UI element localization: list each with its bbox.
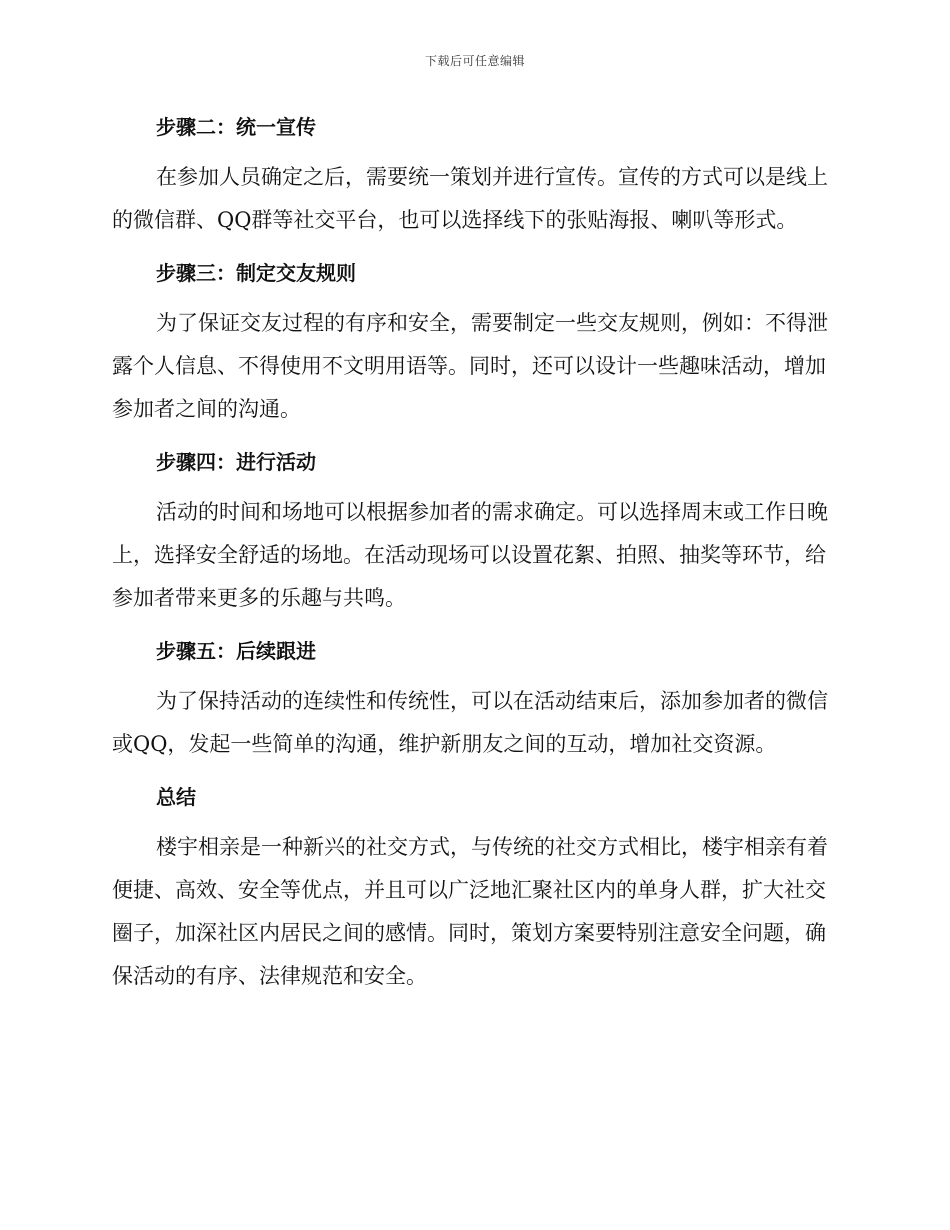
section-heading: 步骤三：制定交友规则	[156, 261, 356, 285]
section-heading: 总结	[156, 785, 196, 809]
section-paragraph: 为了保证交友过程的有序和安全，需要制定一些交友规则，例如：不得泄露个人信息、不得使用不文明用语等。同时，还可以设计一些趣味活动，增加参加者之间的沟通。	[112, 311, 828, 421]
section-step-two	[112, 112, 832, 242]
section-heading: 步骤五：后续跟进	[156, 639, 316, 663]
section-heading: 步骤四：进行活动	[156, 450, 316, 474]
section-paragraph: 楼宇相亲是一种新兴的社交方式，与传统的社交方式相比，楼宇相亲有着便捷、高效、安全等优点，并且可以广泛地汇聚社区内的单身人群，扩大社交圈子，加深社区内居民之间的感情。同时，策划方案要特别注意安全问题，确保活动的有序、法律规范和安全。	[112, 835, 828, 988]
section-heading: 步骤二：统一宣传	[156, 115, 316, 139]
section-paragraph: 为了保持活动的连续性和传统性，可以在活动结束后，添加参加者的微信或QQ，发起一些简单的沟通，维护新朋友之间的互动，增加社交资源。	[112, 689, 828, 756]
header-note: 下载后可任意编辑	[424, 54, 525, 68]
section-summary	[112, 782, 832, 998]
document-body	[112, 112, 832, 1014]
section-step-three	[112, 258, 832, 431]
section-paragraph: 活动的时间和场地可以根据参加者的需求确定。可以选择周末或工作日晚上，选择安全舒适的场地。在活动现场可以设置花絮、拍照、抽奖等环节，给参加者带来更多的乐趣与共鸣。	[112, 500, 828, 610]
section-step-four	[112, 447, 832, 620]
section-paragraph: 在参加人员确定之后，需要统一策划并进行宣传。宣传的方式可以是线上的微信群、QQ群等社交平台，也可以选择线下的张贴海报、喇叭等形式。	[112, 165, 828, 232]
section-step-five	[112, 636, 832, 766]
